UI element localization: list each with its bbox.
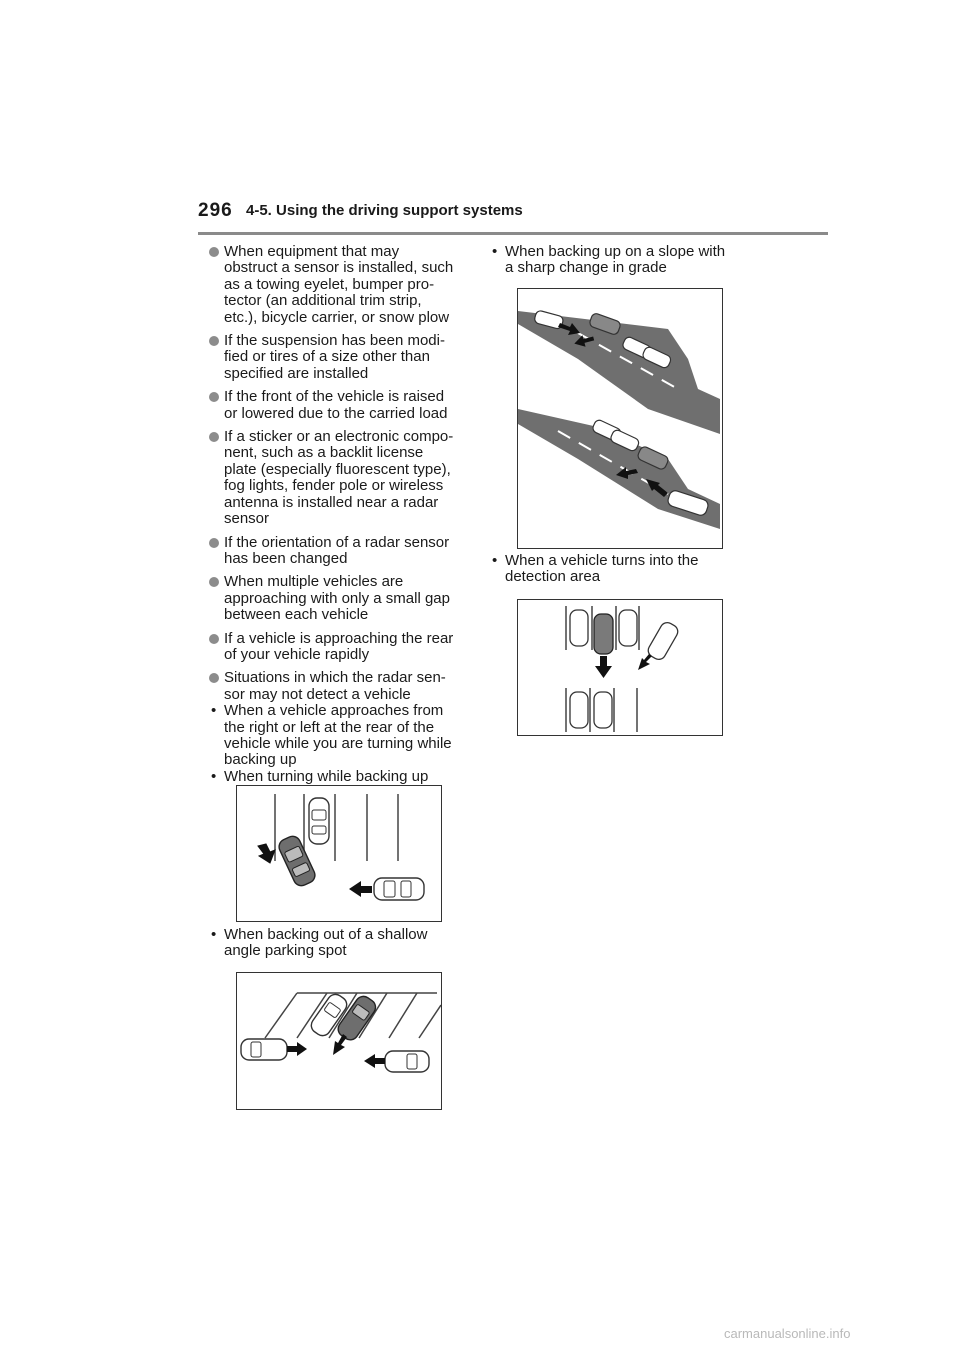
own-car bbox=[594, 614, 613, 654]
condition-item: If the front of the vehicle is raised or lowered due to the carried load bbox=[208, 389, 470, 422]
arrow-icon bbox=[333, 1034, 347, 1055]
arrow-icon bbox=[364, 1054, 385, 1068]
section-title: 4-5. Using the driving support systems bbox=[246, 202, 523, 219]
approaching-car bbox=[374, 878, 424, 900]
arrow-icon bbox=[287, 1042, 307, 1056]
right-situation-2: • When a vehicle turns into the detection area bbox=[492, 552, 699, 586]
condition-item: Situations in which the radar sen- sor may not detect a vehicle bbox=[208, 670, 470, 703]
situation-list bbox=[208, 703, 470, 785]
arrow-icon bbox=[638, 654, 652, 670]
approaching-car-left bbox=[241, 1039, 287, 1060]
approaching-car-right bbox=[385, 1051, 429, 1072]
condition-item: If the suspension has been modi- fied or tires of a size other than specified are installed bbox=[208, 333, 470, 382]
arrow-icon bbox=[349, 881, 372, 897]
condition-item: If a vehicle is approaching the rear of your vehicle rapidly bbox=[208, 631, 470, 664]
arrow-icon bbox=[258, 844, 275, 863]
figure2-caption: • When backing out of a shallow angle parking spot bbox=[211, 926, 428, 960]
condition-list bbox=[208, 244, 470, 703]
figure-vehicle-turns-into-area bbox=[517, 599, 723, 736]
arrow-icon bbox=[595, 656, 612, 678]
condition-item: When equipment that may obstruct a sensor is installed, such as a towing eyelet, bumper pro- tector (an additional trim strip, etc.), bicycle carrier, or snow plow bbox=[208, 244, 470, 326]
figure-turning-while-backing bbox=[236, 785, 442, 922]
parked-car bbox=[309, 798, 329, 844]
figure-shallow-angle-parking bbox=[236, 972, 442, 1110]
figure-slope-grade-change bbox=[517, 288, 723, 549]
situation-item: • When turning while backing up bbox=[211, 767, 429, 785]
condition-item: If a sticker or an electronic compo- nent, such as a backlit license plate (especially fluorescent type), fog lights, fender pole or wireless antenna is installed near a radar sensor bbox=[208, 429, 470, 527]
page-header bbox=[198, 200, 828, 236]
condition-item: When multiple vehicles are approaching with only a small gap between each vehicle bbox=[208, 574, 470, 623]
condition-item: If the orientation of a radar sensor has been changed bbox=[208, 535, 470, 568]
header-rule bbox=[198, 232, 828, 235]
page-number: 296 bbox=[198, 200, 233, 221]
right-column bbox=[489, 244, 759, 277]
situation-item: • When a vehicle approaches from the right or left at the rear of the vehicle while you are turning while backing up bbox=[211, 702, 452, 769]
situation-slope: • When backing up on a slope with a sharp change in grade bbox=[492, 243, 726, 277]
left-column bbox=[208, 244, 470, 785]
watermark: carmanualsonline.info bbox=[724, 1326, 851, 1341]
